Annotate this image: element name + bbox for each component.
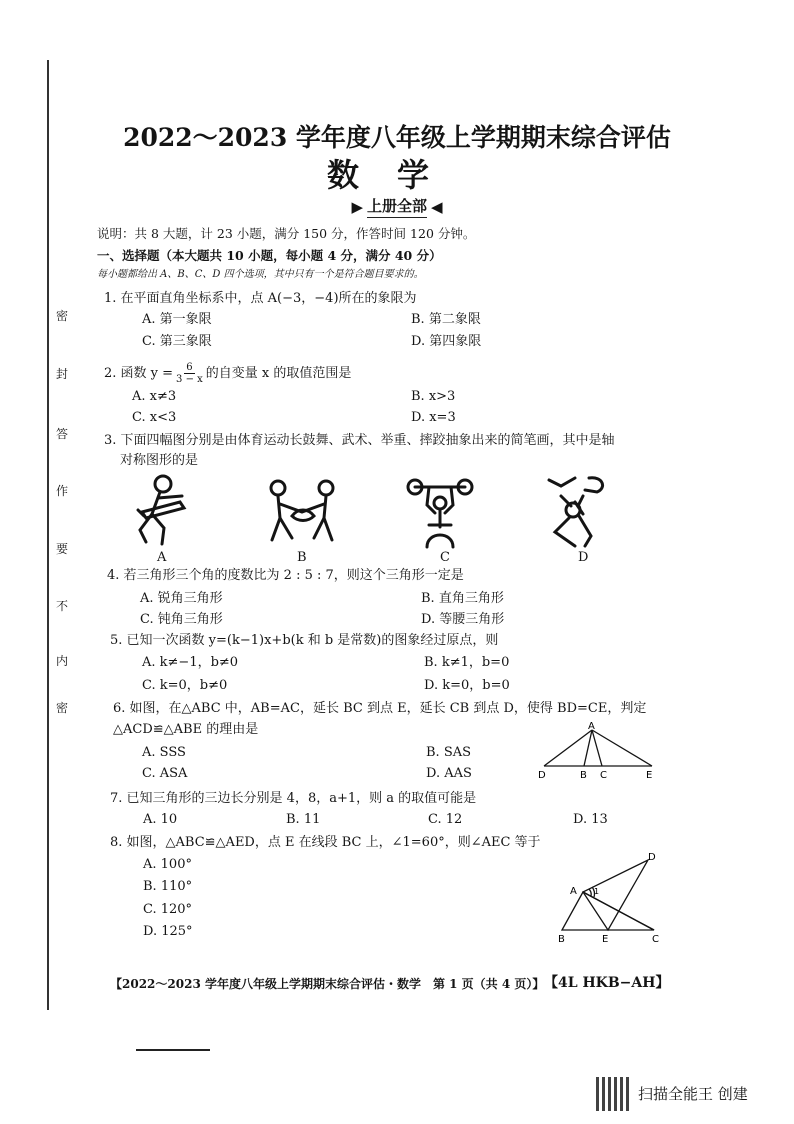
label-d: D [648, 852, 656, 863]
bottom-rule [136, 1049, 210, 1051]
option-d: D. 第四象限 [411, 334, 482, 349]
label-d: D [538, 770, 546, 781]
label-e: E [602, 934, 609, 945]
figure-a-long-drum-dance [130, 472, 200, 552]
option-b: B. 110° [143, 879, 193, 894]
label-b: B [580, 770, 587, 781]
option-c: C. 第三象限 [142, 334, 212, 349]
option-b: B. 直角三角形 [421, 591, 504, 606]
stem-pre: 2. 函数 y = [104, 366, 174, 381]
binding-char: 答 [56, 427, 69, 441]
option-d: D. 等腰三角形 [421, 612, 505, 627]
question-stem: 6. 如图，在△ABC 中，AB=AC，延长 BC 到点 E，延长 CB 到点 D，使得 BD=CE，判定 [113, 701, 647, 716]
left-triangle-icon: ◀ [431, 197, 443, 216]
subject-title: 数学 [326, 156, 467, 194]
right-triangle-icon: ▶ [351, 197, 363, 216]
fraction-numerator: 6 [186, 362, 193, 373]
option-a: A. SSS [142, 745, 186, 760]
scope-text: 上册全部 [367, 195, 427, 218]
question-stem: 7. 已知三角形的三边长分别是 4，8，a+1，则 a 的取值可能是 [110, 791, 477, 806]
scope-label [0, 195, 794, 218]
option-b: B. 第二象限 [411, 312, 481, 327]
stem-post: 的自变量 x 的取值范围是 [205, 366, 352, 381]
binding-char: 不 [56, 599, 69, 613]
label-c: C [600, 770, 607, 781]
question-stem: 5. 已知一次函数 y=(k−1)x+b(k 和 b 是常数)的图象经过原点，则 [110, 633, 499, 648]
watermark-text: 扫描全能王 创建 [638, 1085, 748, 1103]
option-d: D. 125° [143, 924, 193, 939]
page-footer: 【2022～2023 学年度八年级上学期期末综合评估・数学 第 1 页（共 4 页）】 [110, 977, 545, 991]
paper-code: 【4L HKB−AH】 [544, 975, 670, 991]
option-a: A. 10 [143, 812, 178, 827]
binding-char: 要 [56, 542, 69, 556]
question-stem: 1. 在平面直角坐标系中，点 A(−3，−4)所在的象限为 [104, 291, 417, 306]
section-note: 每小题都给出 A、B、C、D 四个选项，其中只有一个是符合题目要求的。 [97, 269, 424, 280]
question-stem-line2: △ACD≌△ABE 的理由是 [113, 722, 259, 737]
figure-congruent-triangles [550, 850, 670, 945]
option-b: B. SAS [426, 745, 472, 760]
binding-char: 内 [56, 654, 69, 668]
option-b: B. k≠1，b=0 [424, 655, 510, 670]
option-d: D. x=3 [411, 410, 456, 425]
option-c: C. ASA [142, 766, 188, 781]
option-a: A. 100° [143, 857, 192, 872]
label-angle-1: 1 [594, 887, 600, 896]
option-c: C. k=0，b≠0 [142, 678, 228, 693]
binding-char: 作 [56, 484, 69, 498]
option-a: A [157, 550, 167, 565]
option-d: D. 13 [573, 812, 608, 827]
binding-char: 封 [56, 367, 69, 381]
page-title: 2022～2023 学年度八年级上学期期末综合评估 [123, 123, 671, 152]
option-a: A. k≠−1，b≠0 [142, 655, 239, 670]
option-b: B. 11 [286, 812, 321, 827]
label-a: A [588, 721, 595, 732]
figure-b-martial-arts [268, 478, 338, 550]
figure-c-weightlifting [405, 475, 477, 551]
option-d: D [578, 550, 589, 565]
option-c: C. x<3 [132, 410, 177, 425]
label-e: E [646, 770, 653, 781]
question-stem-line2: 对称图形的是 [120, 453, 199, 468]
option-a: A. 第一象限 [142, 312, 212, 327]
fraction [176, 362, 203, 385]
option-d: D. AAS [426, 766, 472, 781]
qr-code-icon [596, 1077, 630, 1111]
option-b: B [297, 550, 307, 565]
fraction-denominator: 3 − x [176, 374, 203, 385]
option-c: C [440, 550, 450, 565]
label-b: B [558, 934, 565, 945]
option-a: A. x≠3 [132, 389, 177, 404]
option-c: C. 120° [143, 902, 193, 917]
label-c: C [652, 934, 659, 945]
question-stem: 4. 若三角形三个角的度数比为 2 : 5 : 7，则这个三角形一定是 [107, 568, 464, 583]
option-c: C. 钝角三角形 [140, 612, 223, 627]
option-a: A. 锐角三角形 [140, 591, 223, 606]
binding-char: 密 [56, 701, 69, 715]
question-stem: 8. 如图，△ABC≌△AED，点 E 在线段 BC 上，∠1=60°，则∠AEC 等于 [110, 835, 541, 850]
figure-triangle-abc-extended [538, 722, 658, 782]
question-stem: 3. 下面四幅图分别是由体育运动长鼓舞、武术、举重、摔跤抽象出来的简笔画，其中是轴 [104, 433, 615, 448]
option-d: D. k=0，b=0 [424, 678, 510, 693]
option-c: C. 12 [428, 812, 463, 827]
figure-d-wrestling [545, 474, 615, 550]
binding-char: 密 [56, 309, 69, 323]
section-heading: 一、选择题（本大题共 10 小题，每小题 4 分，满分 40 分） [97, 248, 442, 263]
label-a: A [570, 886, 577, 897]
option-b: B. x>3 [411, 389, 456, 404]
question-stem [104, 362, 351, 385]
instructions-note: 说明：共 8 大题，计 23 小题，满分 150 分，作答时间 120 分钟。 [97, 226, 476, 241]
